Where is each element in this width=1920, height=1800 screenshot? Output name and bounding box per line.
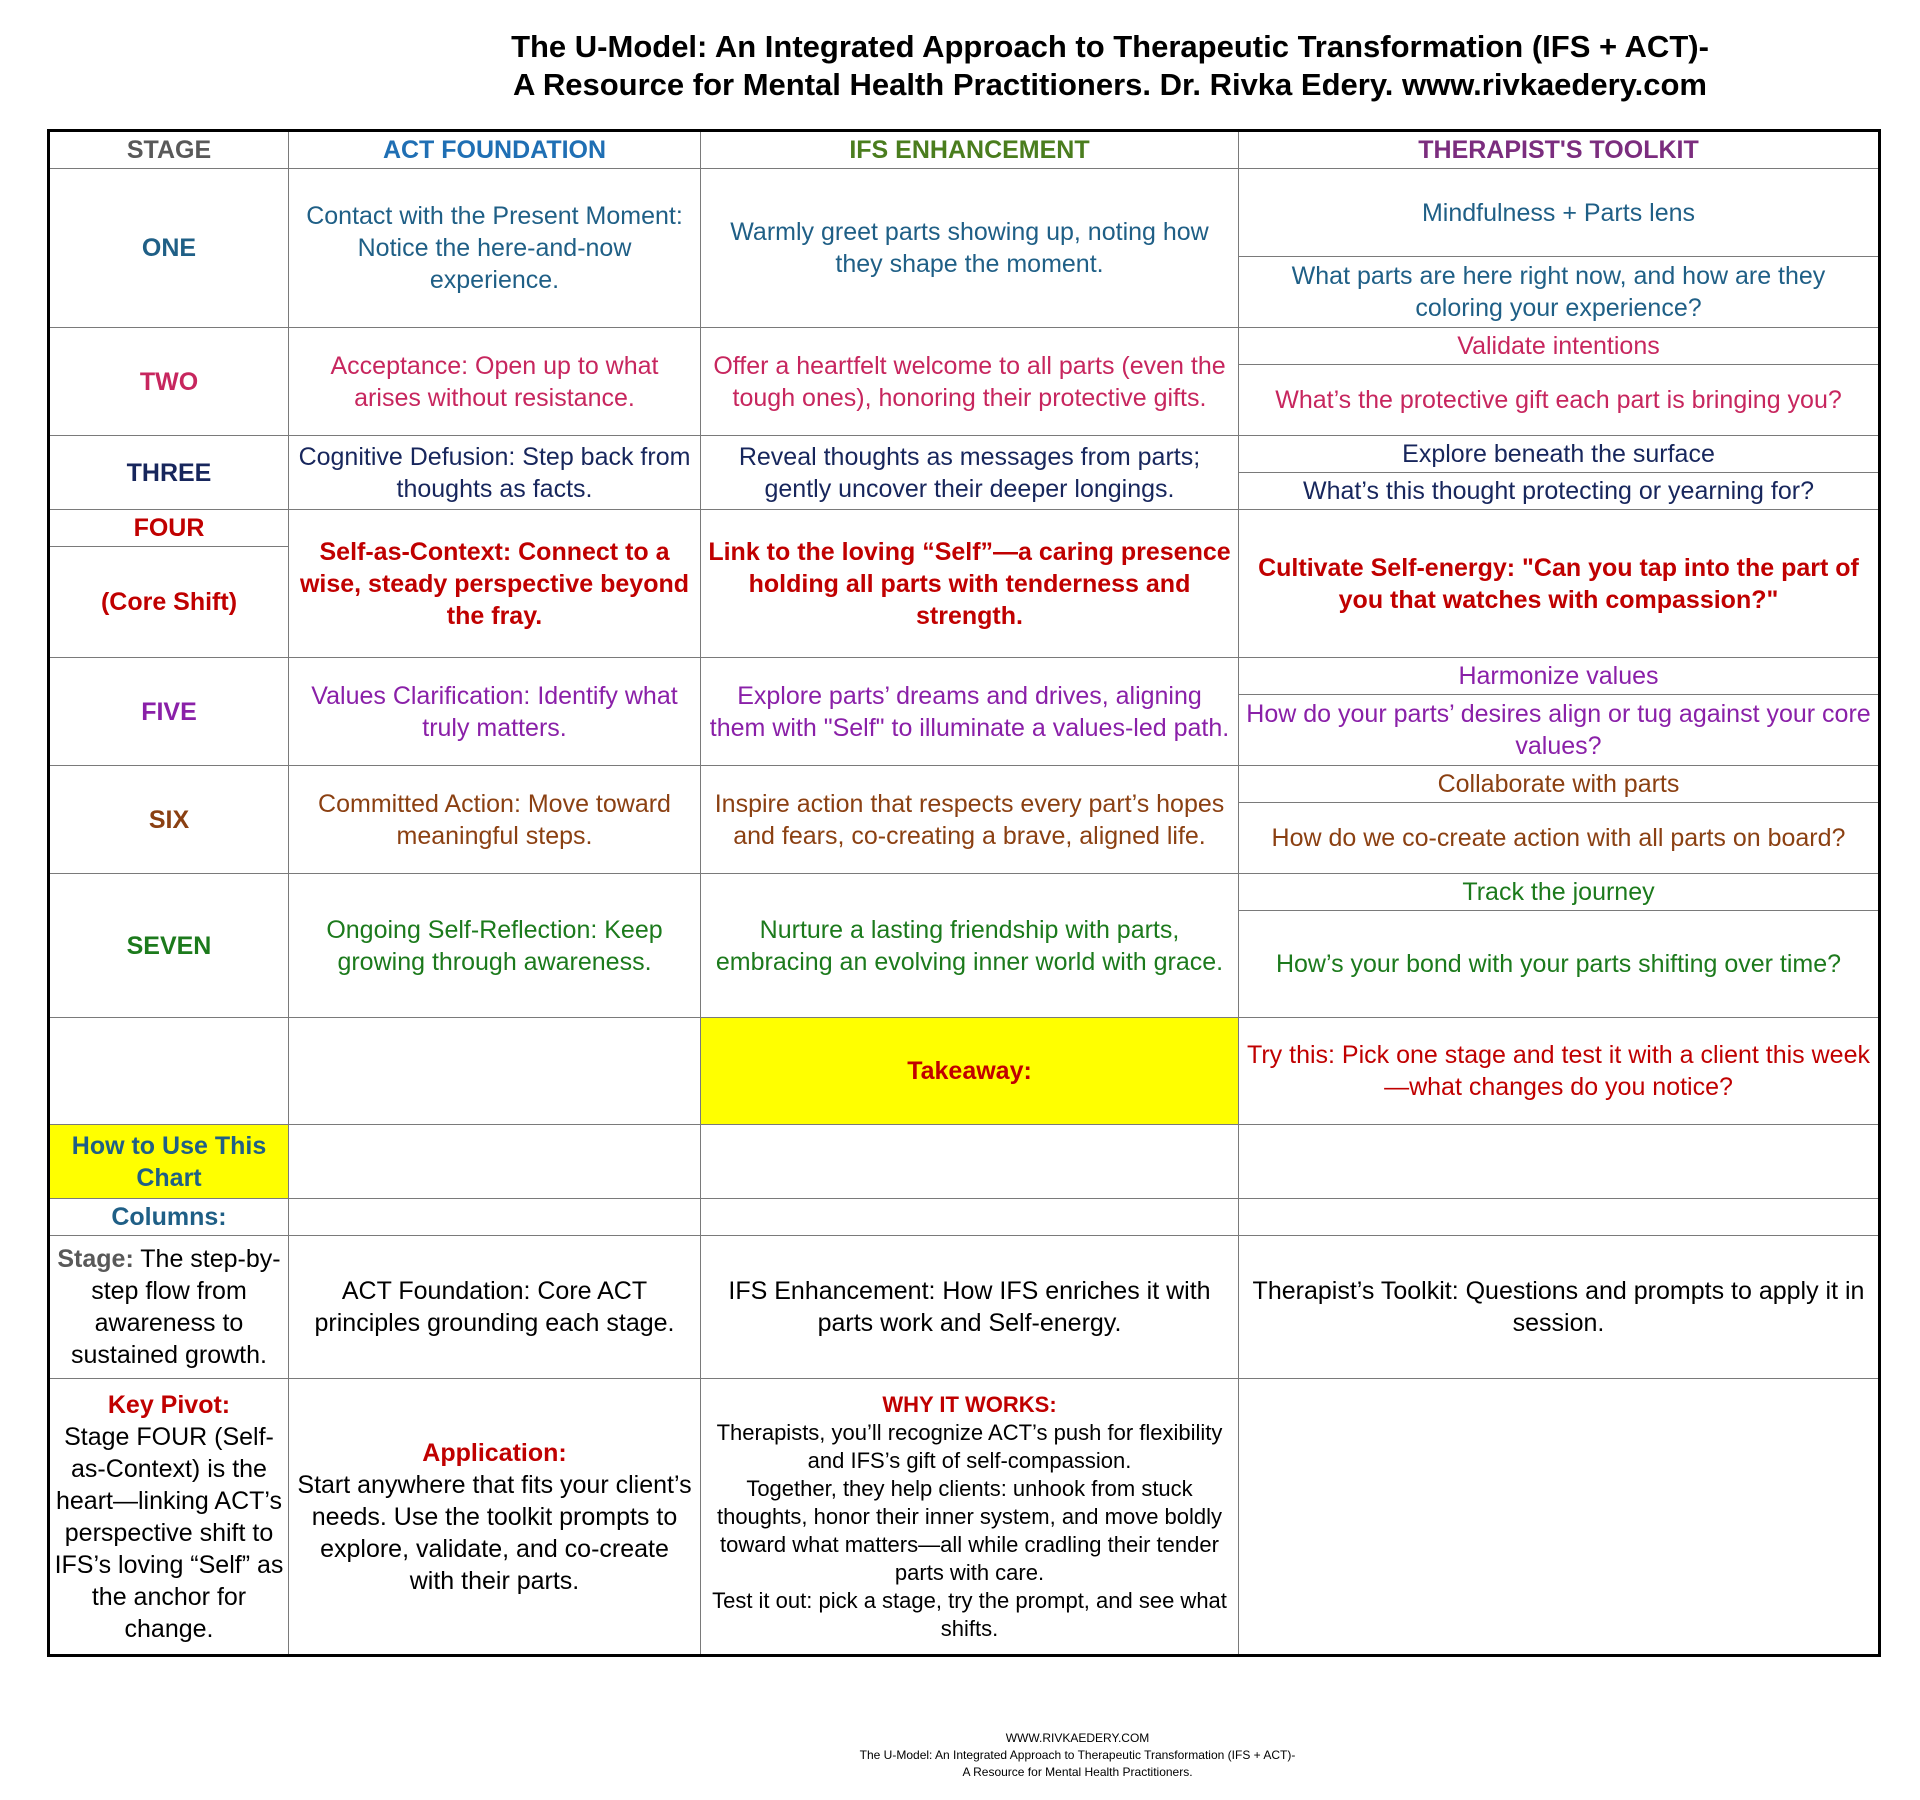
toolkit-one-title: Mindfulness + Parts lens <box>1239 169 1880 257</box>
header-toolkit: THERAPIST'S TOOLKIT <box>1239 131 1880 169</box>
document-title <box>0 28 1920 104</box>
row-columns-label <box>49 1199 1880 1236</box>
stage-four-subtitle: (Core Shift) <box>49 547 289 658</box>
act-four: Self-as-Context: Connect to a wise, steady perspective beyond the fray. <box>289 510 701 658</box>
columns-label: Columns: <box>49 1199 289 1236</box>
toolkit-description: Therapist’s Toolkit: Questions and prompts to apply it in session. <box>1239 1236 1880 1379</box>
empty-cell <box>701 1199 1239 1236</box>
ifs-four: Link to the loving “Self”—a caring presence holding all parts with tenderness and strength. <box>701 510 1239 658</box>
stage-one: ONE <box>49 169 289 328</box>
toolkit-five-question: How do your parts’ desires align or tug against your core values? <box>1239 695 1880 766</box>
stage-description <box>49 1236 289 1379</box>
act-five: Values Clarification: Identify what truly matters. <box>289 658 701 766</box>
act-six: Committed Action: Move toward meaningful steps. <box>289 766 701 874</box>
key-pivot-title: Key Pivot: <box>107 1390 231 1419</box>
ifs-description: IFS Enhancement: How IFS enriches it with parts work and Self-energy. <box>701 1236 1239 1379</box>
header-stage: STAGE <box>49 131 289 169</box>
page-footer <box>0 1730 1920 1781</box>
toolkit-one-question: What parts are here right now, and how are they coloring your experience? <box>1239 257 1880 328</box>
empty-cell <box>1239 1379 1880 1656</box>
footer-line-3: A Resource for Mental Health Practitioners. <box>962 1765 1193 1779</box>
ifs-three: Reveal thoughts as messages from parts; gently uncover their deeper longings. <box>701 436 1239 510</box>
takeaway-text: Try this: Pick one stage and test it with a client this week—what changes do you notice? <box>1239 1018 1880 1125</box>
application-title: Application: <box>422 1438 567 1467</box>
application-cell <box>289 1379 701 1656</box>
header-row <box>49 131 1880 169</box>
footer-line-2: The U-Model: An Integrated Approach to Therapeutic Transformation (IFS + ACT)- <box>859 1748 1296 1762</box>
stage-description-text: The step-by-step flow from awareness to sustained growth. <box>71 1245 281 1369</box>
application-text: Start anywhere that fits your client’s needs. Use the toolkit prompts to explore, validate, and co-create with their parts. <box>297 1470 692 1595</box>
stage-four: FOUR <box>49 510 289 547</box>
toolkit-three-title: Explore beneath the surface <box>1239 436 1880 473</box>
toolkit-seven-question: How’s your bond with your parts shifting over time? <box>1239 911 1880 1018</box>
ifs-two: Offer a heartfelt welcome to all parts (even the tough ones), honoring their protective gifts. <box>701 328 1239 436</box>
row-two <box>49 328 1880 365</box>
act-one: Contact with the Present Moment: Notice the here-and-now experience. <box>289 169 701 328</box>
header-act: ACT FOUNDATION <box>289 131 701 169</box>
toolkit-four: Cultivate Self-energy: "Can you tap into the part of you that watches with compassion?" <box>1239 510 1880 658</box>
u-model-table <box>47 129 1881 1657</box>
row-five <box>49 658 1880 695</box>
ifs-five: Explore parts’ dreams and drives, aligning them with "Self" to illuminate a values-led path. <box>701 658 1239 766</box>
act-seven: Ongoing Self-Reflection: Keep growing through awareness. <box>289 874 701 1018</box>
row-three <box>49 436 1880 473</box>
row-six <box>49 766 1880 803</box>
ifs-seven: Nurture a lasting friendship with parts, embracing an evolving inner world with grace. <box>701 874 1239 1018</box>
row-notes <box>49 1379 1880 1656</box>
row-column-descriptions <box>49 1236 1880 1379</box>
why-it-works-cell <box>701 1379 1239 1656</box>
stage-three: THREE <box>49 436 289 510</box>
ifs-six: Inspire action that respects every part’s hopes and fears, co-creating a brave, aligned life. <box>701 766 1239 874</box>
empty-cell <box>49 1018 289 1125</box>
toolkit-six-title: Collaborate with parts <box>1239 766 1880 803</box>
toolkit-six-question: How do we co-create action with all parts on board? <box>1239 803 1880 874</box>
row-seven <box>49 874 1880 911</box>
stage-description-label: Stage: <box>57 1245 134 1273</box>
empty-cell <box>1239 1199 1880 1236</box>
why-it-works-title: WHY IT WORKS: <box>882 1391 1057 1417</box>
empty-cell <box>289 1018 701 1125</box>
ifs-one: Warmly greet parts showing up, noting how they shape the moment. <box>701 169 1239 328</box>
why-it-works-line-3: Test it out: pick a stage, try the prompt, and see what shifts. <box>712 1587 1227 1641</box>
how-to-title: How to Use This Chart <box>49 1125 289 1199</box>
footer-line-1: WWW.RIVKAEDERY.COM <box>1005 1731 1150 1745</box>
toolkit-three-question: What’s this thought protecting or yearning for? <box>1239 473 1880 510</box>
title-line-2: A Resource for Mental Health Practitioners. Dr. Rivka Edery. www.rivkaedery.com <box>513 67 1707 102</box>
key-pivot-cell <box>49 1379 289 1656</box>
why-it-works-line-1: Therapists, you’ll recognize ACT’s push for flexibility and IFS’s gift of self-compassion. <box>716 1419 1223 1473</box>
toolkit-two-title: Validate intentions <box>1239 328 1880 365</box>
row-four <box>49 510 1880 547</box>
stage-six: SIX <box>49 766 289 874</box>
takeaway-label: Takeaway: <box>701 1018 1239 1125</box>
row-how-to <box>49 1125 1880 1199</box>
empty-cell <box>1239 1125 1880 1199</box>
title-line-1: The U-Model: An Integrated Approach to Therapeutic Transformation (IFS + ACT)- <box>511 29 1709 64</box>
key-pivot-text: Stage FOUR (Self-as-Context) is the heart—linking ACT’s perspective shift to IFS’s loving “Self” as the anchor for change. <box>54 1422 284 1643</box>
toolkit-two-question: What’s the protective gift each part is bringing you? <box>1239 365 1880 436</box>
stage-five: FIVE <box>49 658 289 766</box>
row-one <box>49 169 1880 257</box>
empty-cell <box>289 1199 701 1236</box>
toolkit-seven-title: Track the journey <box>1239 874 1880 911</box>
header-ifs: IFS ENHANCEMENT <box>701 131 1239 169</box>
empty-cell <box>701 1125 1239 1199</box>
act-description: ACT Foundation: Core ACT principles grounding each stage. <box>289 1236 701 1379</box>
act-two: Acceptance: Open up to what arises without resistance. <box>289 328 701 436</box>
act-three: Cognitive Defusion: Step back from thoughts as facts. <box>289 436 701 510</box>
row-takeaway <box>49 1018 1880 1125</box>
stage-seven: SEVEN <box>49 874 289 1018</box>
why-it-works-line-2: Together, they help clients: unhook from stuck thoughts, honor their inner system, and move boldly toward what matters—all while cradling their tender parts with care. <box>716 1475 1223 1585</box>
toolkit-five-title: Harmonize values <box>1239 658 1880 695</box>
empty-cell <box>289 1125 701 1199</box>
stage-two: TWO <box>49 328 289 436</box>
